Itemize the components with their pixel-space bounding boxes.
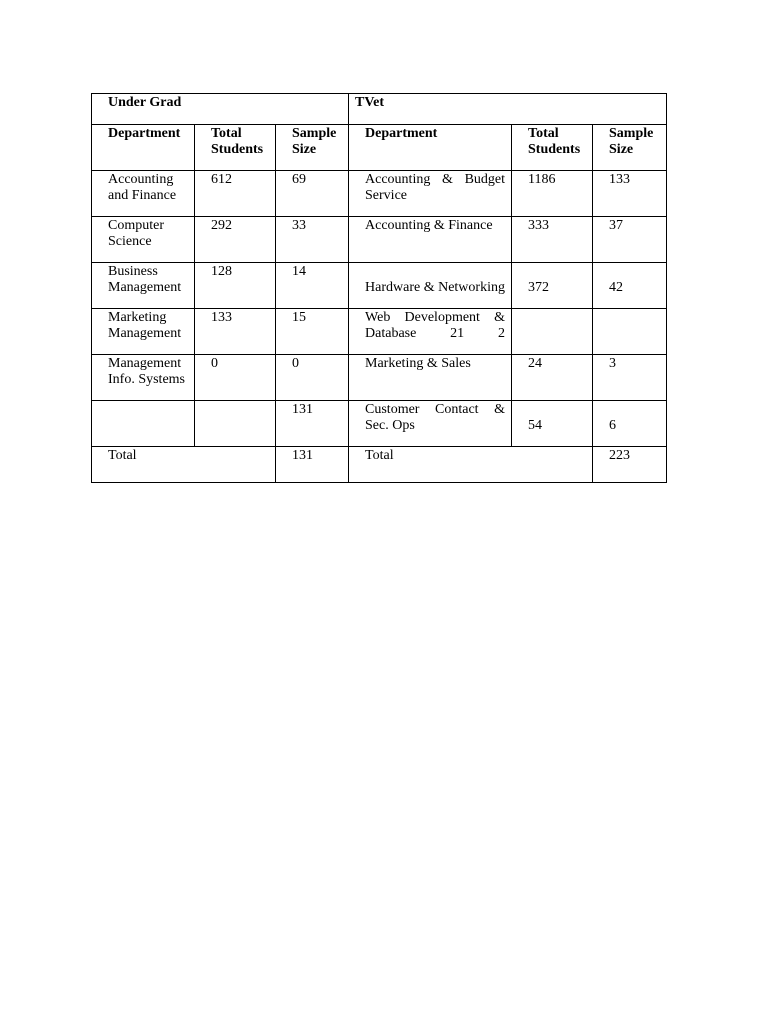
ug-sample-cell: 15 [276,309,349,355]
tv-inline-total: 21 [450,326,465,341]
tv-sample-cell [593,263,667,309]
ug-total-cell: 0 [195,355,276,401]
tv-department-cell: Accounting & Finance [349,217,512,263]
ug-total-cell: 133 [195,309,276,355]
table-row [92,309,667,355]
tv-department-cell [349,263,512,309]
tv-department-cell: Accounting & Budget Service [349,171,512,217]
tv-total-text: 54 [528,418,543,433]
group-tvet: TVet [349,94,667,125]
ug-department-cell: Management Info. Systems [92,355,195,401]
tv-department-line2-text: Database [365,326,417,341]
tv-department-cell [349,309,512,355]
header-tv-total-students: Total Students [512,125,593,171]
tv-sample-text: 42 [609,280,624,295]
ug-sample-cell: 14 [276,263,349,309]
header-tv-sample-size: Sample Size [593,125,667,171]
group-under-grad: Under Grad [92,94,349,125]
ug-department-cell: Marketing Management [92,309,195,355]
ug-total-cell: 612 [195,171,276,217]
tv-sample-cell [593,401,667,447]
ug-department-cell: Accounting and Finance [92,171,195,217]
tv-department-cell: Customer Contact & Sec. Ops [349,401,512,447]
tv-inline-sample: 2 [498,326,506,341]
tv-sample-cell: 3 [593,355,667,401]
group-header-row [92,94,667,125]
header-ug-department: Department [92,125,195,171]
tv-department-text: Hardware & Networking [365,280,505,295]
tv-department-line1: Web Development & [365,310,506,325]
tv-total-text: 372 [528,280,550,295]
ug-department-cell [92,401,195,447]
column-header-row [92,125,667,171]
ug-sample-cell: 0 [276,355,349,401]
table-row [92,217,667,263]
ug-sample-cell: 69 [276,171,349,217]
tv-total-cell: 24 [512,355,593,401]
header-ug-sample-size: Sample Size [276,125,349,171]
header-ug-total-students: Total Students [195,125,276,171]
tv-total-cell [512,309,593,355]
tv-total-label: Total [349,447,593,483]
ug-sample-cell: 33 [276,217,349,263]
table-row [92,355,667,401]
ug-total-cell [195,401,276,447]
header-tv-department: Department [349,125,512,171]
table-row [92,401,667,447]
tv-sample-cell [593,309,667,355]
ug-department-cell: Computer Science [92,217,195,263]
tv-total-cell [512,263,593,309]
tv-department-cell: Marketing & Sales [349,355,512,401]
total-row [92,447,667,483]
tv-total-cell: 1186 [512,171,593,217]
table-row [92,171,667,217]
tv-total-cell: 333 [512,217,593,263]
tv-department-line2 [365,326,505,342]
tv-sample-text: 6 [609,418,617,433]
ug-total-sample: 131 [276,447,349,483]
tv-sample-cell: 37 [593,217,667,263]
tv-total-cell [512,401,593,447]
sample-size-table [91,93,667,483]
ug-total-cell: 128 [195,263,276,309]
ug-total-cell: 292 [195,217,276,263]
table-row [92,263,667,309]
ug-sample-cell: 131 [276,401,349,447]
tv-total-sample: 223 [593,447,667,483]
tv-sample-cell: 133 [593,171,667,217]
ug-department-cell: Business Management [92,263,195,309]
ug-total-label: Total [92,447,276,483]
